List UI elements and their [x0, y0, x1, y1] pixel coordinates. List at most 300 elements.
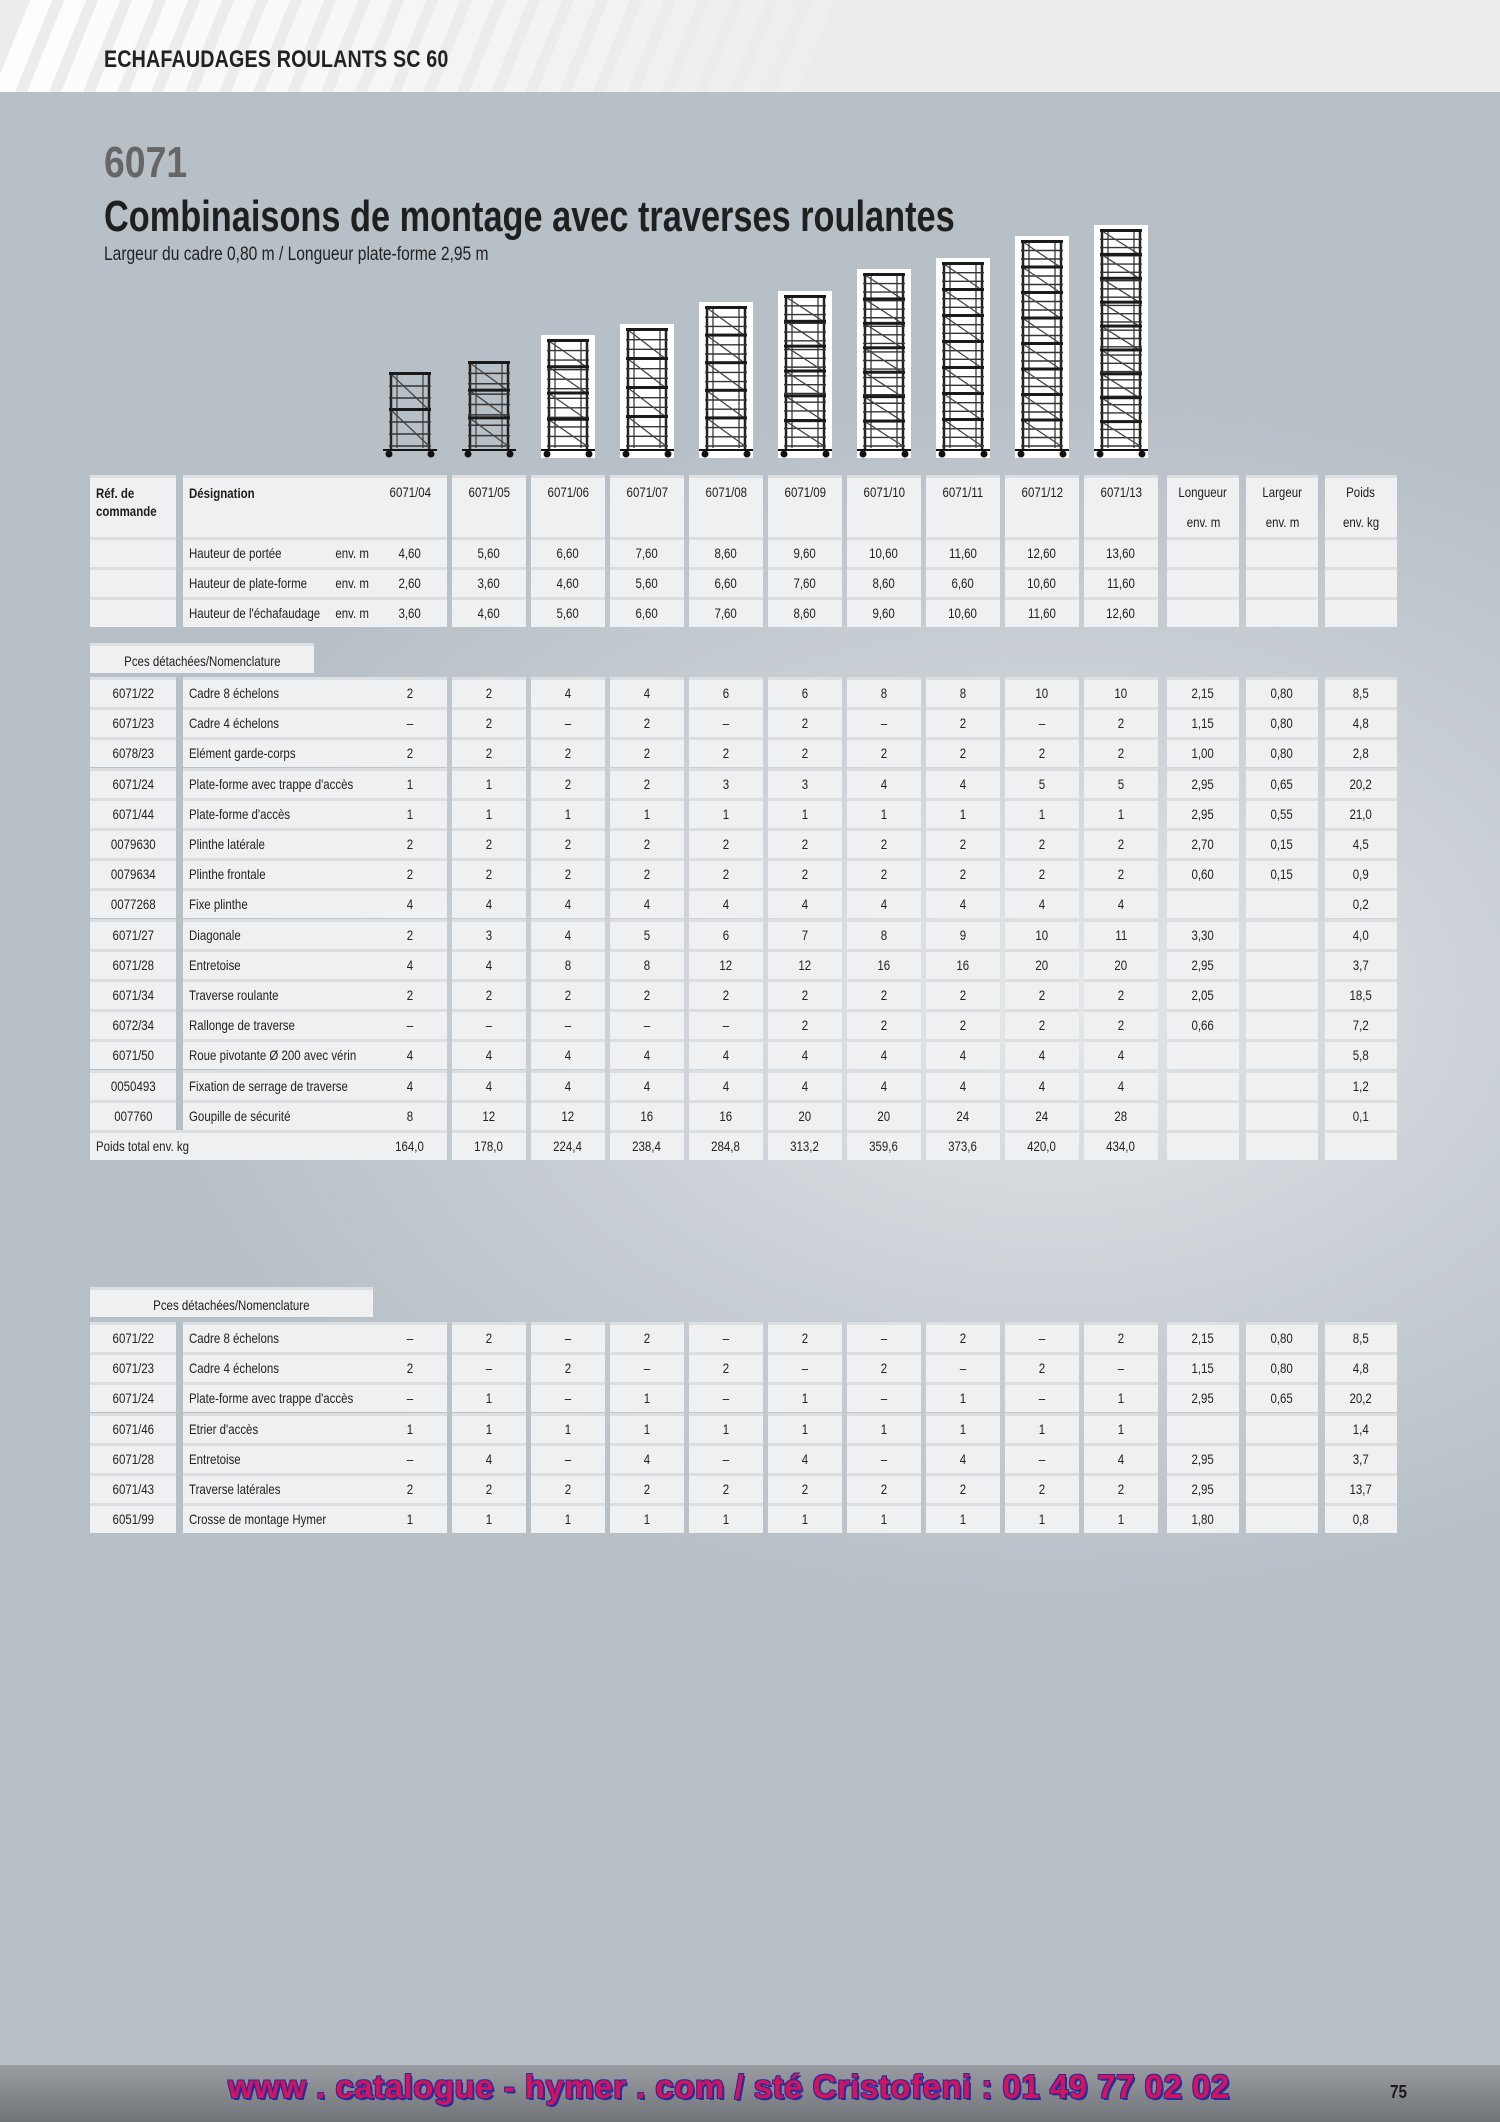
part-ref: 0079634	[90, 858, 176, 888]
height-value: 2,60	[373, 567, 447, 597]
accessory-qty: 1	[1084, 1503, 1158, 1533]
part-weight: 18,5	[1325, 979, 1397, 1009]
part-qty: 10	[1005, 919, 1079, 949]
header-label: 6071/11	[942, 484, 984, 500]
accessory-qty: –	[1005, 1382, 1079, 1412]
part-qty: 4	[452, 949, 526, 979]
total-weight-value: 313,2	[768, 1130, 842, 1160]
accessory-qty: 1	[610, 1503, 684, 1533]
height-row-unit: env. m	[335, 575, 369, 591]
part-width: 0,55	[1246, 798, 1318, 828]
height-value: 8,60	[689, 537, 763, 567]
part-width	[1246, 1009, 1318, 1039]
part-name: Plinthe frontale	[183, 858, 373, 888]
accessory-qty: –	[847, 1322, 921, 1352]
accessory-qty: 1	[768, 1382, 842, 1412]
part-qty: 2	[926, 737, 1000, 767]
part-qty: 4	[531, 1070, 605, 1100]
height-value: 4,60	[452, 597, 526, 627]
accessory-name: Plate-forme avec trappe d'accès	[183, 1382, 373, 1412]
height-value: 7,60	[689, 597, 763, 627]
height-value: 10,60	[1005, 567, 1079, 597]
part-qty: 2	[610, 858, 684, 888]
part-qty: 2	[926, 707, 1000, 737]
accessory-qty: 2	[847, 1473, 921, 1503]
part-qty: 2	[373, 677, 447, 707]
part-qty: 4	[1005, 1070, 1079, 1100]
part-width: 0,80	[1246, 707, 1318, 737]
total-weight-value: 373,6	[926, 1130, 1000, 1160]
total-weight-value: 224,4	[531, 1130, 605, 1160]
part-qty: 2	[847, 1009, 921, 1039]
scaffold-illustration-6071-08	[699, 302, 753, 458]
empty-cell	[1167, 1130, 1239, 1160]
part-qty: –	[689, 1009, 763, 1039]
height-value: 6,60	[531, 537, 605, 567]
accessory-qty: –	[689, 1382, 763, 1412]
part-qty: 12	[452, 1100, 526, 1130]
part-qty: 16	[689, 1100, 763, 1130]
part-qty: 4	[531, 919, 605, 949]
part-weight: 21,0	[1325, 798, 1397, 828]
accessory-weight: 0,8	[1325, 1503, 1397, 1533]
height-value: 4,60	[531, 567, 605, 597]
scaffold-illustration-6071-06	[541, 335, 595, 458]
height-value: 3,60	[373, 597, 447, 627]
part-qty: 2	[768, 1009, 842, 1039]
accessory-qty: –	[847, 1443, 921, 1473]
part-length: 0,66	[1167, 1009, 1239, 1039]
part-qty: 6	[689, 677, 763, 707]
part-qty: 1	[373, 798, 447, 828]
part-qty: 2	[531, 737, 605, 767]
header-label: 6071/13	[1100, 484, 1142, 500]
height-value: 8,60	[768, 597, 842, 627]
accessory-qty: 2	[689, 1352, 763, 1382]
part-width	[1246, 1039, 1318, 1069]
part-qty: 4	[373, 949, 447, 979]
part-weight: 4,5	[1325, 828, 1397, 858]
part-length	[1167, 1039, 1239, 1069]
part-qty: 2	[768, 707, 842, 737]
part-name: Rallonge de traverse	[183, 1009, 373, 1039]
part-qty: 2	[847, 737, 921, 767]
empty-cell	[1246, 1130, 1318, 1160]
part-width	[1246, 888, 1318, 918]
part-length: 1,00	[1167, 737, 1239, 767]
empty-cell	[1167, 597, 1239, 627]
part-qty: 2	[1084, 858, 1158, 888]
part-qty: 3	[452, 919, 526, 949]
part-width	[1246, 919, 1318, 949]
part-qty: 2	[1005, 737, 1079, 767]
accessory-qty: 1	[926, 1413, 1000, 1443]
accessory-qty: 2	[373, 1352, 447, 1382]
part-qty: 2	[1005, 979, 1079, 1009]
height-value: 10,60	[847, 537, 921, 567]
part-qty: –	[689, 707, 763, 737]
accessory-qty: –	[1005, 1322, 1079, 1352]
part-qty: 4	[1005, 1039, 1079, 1069]
part-weight: 0,9	[1325, 858, 1397, 888]
height-row-ref-empty	[90, 537, 176, 567]
part-ref: 6071/34	[90, 979, 176, 1009]
height-value: 13,60	[1084, 537, 1158, 567]
part-name: Traverse roulante	[183, 979, 373, 1009]
height-value: 4,60	[373, 537, 447, 567]
accessory-length: 2,95	[1167, 1443, 1239, 1473]
accessory-name: Cadre 8 échelons	[183, 1322, 373, 1352]
height-value: 10,60	[926, 597, 1000, 627]
part-qty: 2	[847, 858, 921, 888]
part-qty: 12	[768, 949, 842, 979]
accessory-qty: 1	[768, 1503, 842, 1533]
accessory-qty: –	[531, 1382, 605, 1412]
part-qty: 2	[531, 768, 605, 798]
part-qty: 20	[847, 1100, 921, 1130]
part-width	[1246, 1100, 1318, 1130]
accessory-weight: 13,7	[1325, 1473, 1397, 1503]
header-designation	[183, 475, 373, 537]
header-unit: env. kg	[1342, 514, 1380, 530]
empty-cell	[1167, 537, 1239, 567]
header-model-6071-09	[768, 475, 842, 537]
part-ref: 0079630	[90, 828, 176, 858]
header-label: 6071/09	[784, 484, 826, 500]
part-qty: 10	[1084, 677, 1158, 707]
part-qty: 20	[768, 1100, 842, 1130]
part-qty: 4	[768, 888, 842, 918]
part-qty: 2	[689, 828, 763, 858]
height-value: 11,60	[1005, 597, 1079, 627]
part-ref: 6071/24	[90, 768, 176, 798]
accessory-qty: –	[373, 1322, 447, 1352]
header-label: 6071/04	[389, 484, 431, 500]
part-qty: 2	[531, 858, 605, 888]
header-extra-2	[1325, 475, 1397, 537]
part-qty: 4	[373, 1039, 447, 1069]
accessory-qty: 2	[452, 1322, 526, 1352]
part-qty: 1	[1005, 798, 1079, 828]
part-name: Plate-forme avec trappe d'accès	[183, 768, 373, 798]
accessory-name: Crosse de montage Hymer	[183, 1503, 373, 1533]
height-value: 5,60	[610, 567, 684, 597]
part-qty: 1	[926, 798, 1000, 828]
part-width	[1246, 949, 1318, 979]
height-value: 11,60	[1084, 567, 1158, 597]
accessory-length: 2,95	[1167, 1382, 1239, 1412]
part-qty: 2	[689, 737, 763, 767]
part-ref: 6072/34	[90, 1009, 176, 1039]
part-qty: 2	[531, 828, 605, 858]
scaffold-illustration-6071-10	[857, 269, 911, 458]
part-qty: 1	[1084, 798, 1158, 828]
part-qty: 2	[1084, 979, 1158, 1009]
scaffold-illustration-6071-13	[1094, 225, 1148, 458]
part-qty: 20	[1005, 949, 1079, 979]
header-model-6071-06	[531, 475, 605, 537]
accessory-qty: 4	[926, 1443, 1000, 1473]
accessory-qty: 2	[610, 1473, 684, 1503]
accessory-qty: 2	[373, 1473, 447, 1503]
header-model-6071-05	[452, 475, 526, 537]
accessory-qty: 2	[847, 1352, 921, 1382]
height-value: 5,60	[452, 537, 526, 567]
header-label: Largeur	[1262, 484, 1302, 500]
height-row-ref-empty	[90, 597, 176, 627]
accessory-qty: 2	[768, 1322, 842, 1352]
accessory-qty: 2	[689, 1473, 763, 1503]
height-value: 9,60	[768, 537, 842, 567]
part-qty: 8	[610, 949, 684, 979]
height-value: 12,60	[1084, 597, 1158, 627]
part-qty: 2	[610, 828, 684, 858]
empty-cell	[1246, 597, 1318, 627]
part-qty: 3	[768, 768, 842, 798]
height-value: 6,60	[926, 567, 1000, 597]
part-qty: 2	[1084, 707, 1158, 737]
part-qty: 2	[768, 737, 842, 767]
accessory-weight: 1,4	[1325, 1413, 1397, 1443]
empty-cell	[1325, 597, 1397, 627]
part-qty: 2	[373, 919, 447, 949]
height-value: 5,60	[531, 597, 605, 627]
part-qty: 11	[1084, 919, 1158, 949]
part-qty: 8	[531, 949, 605, 979]
part-qty: 8	[373, 1100, 447, 1130]
accessory-qty: 1	[1084, 1382, 1158, 1412]
height-row-label: Hauteur de l'échafaudage env. m	[183, 597, 373, 627]
part-qty: 2	[847, 828, 921, 858]
part-length	[1167, 1070, 1239, 1100]
part-qty: 8	[847, 919, 921, 949]
empty-cell	[1325, 537, 1397, 567]
part-qty: 2	[926, 858, 1000, 888]
part-qty: 4	[689, 1039, 763, 1069]
height-value: 7,60	[768, 567, 842, 597]
part-qty: 2	[610, 979, 684, 1009]
accessory-ref: 6071/24	[90, 1382, 176, 1412]
part-qty: 2	[1005, 858, 1079, 888]
part-weight: 7,2	[1325, 1009, 1397, 1039]
part-qty: 4	[373, 888, 447, 918]
part-qty: 4	[926, 1039, 1000, 1069]
accessory-qty: 1	[610, 1413, 684, 1443]
part-name: Plinthe latérale	[183, 828, 373, 858]
part-qty: 4	[452, 1070, 526, 1100]
part-qty: 4	[1084, 1070, 1158, 1100]
footer-website-link[interactable]: www . catalogue - hymer . com / sté Cristofeni : 01 49 77 02 02	[228, 2068, 1230, 2105]
header-model-6071-10	[847, 475, 921, 537]
accessory-qty: –	[1084, 1352, 1158, 1382]
accessory-qty: –	[768, 1352, 842, 1382]
header-extra-1	[1246, 475, 1318, 537]
part-qty: 2	[847, 979, 921, 1009]
accessory-length: 2,15	[1167, 1322, 1239, 1352]
part-width	[1246, 979, 1318, 1009]
part-length: 2,15	[1167, 677, 1239, 707]
part-qty: 9	[926, 919, 1000, 949]
part-qty: 2	[373, 979, 447, 1009]
part-qty: 2	[452, 979, 526, 1009]
part-qty: 2	[1084, 1009, 1158, 1039]
part-qty: 2	[926, 979, 1000, 1009]
part-qty: 1	[847, 798, 921, 828]
header-label: Réf. de commande	[96, 485, 157, 519]
accessory-qty: 1	[926, 1382, 1000, 1412]
accessory-qty: 2	[768, 1473, 842, 1503]
accessory-name: Entretoise	[183, 1443, 373, 1473]
accessory-name: Etrier d'accès	[183, 1413, 373, 1443]
height-row-label: Hauteur de plate-forme env. m	[183, 567, 373, 597]
part-qty: 7	[768, 919, 842, 949]
scaffold-illustration-6071-11	[936, 258, 990, 458]
accessory-qty: 2	[531, 1473, 605, 1503]
height-value: 6,60	[610, 597, 684, 627]
height-value: 11,60	[926, 537, 1000, 567]
accessory-qty: 1	[847, 1503, 921, 1533]
empty-cell	[1246, 537, 1318, 567]
part-qty: 4	[926, 888, 1000, 918]
part-length	[1167, 888, 1239, 918]
part-ref: 6078/23	[90, 737, 176, 767]
accessory-qty: 1	[847, 1413, 921, 1443]
accessory-qty: 1	[373, 1503, 447, 1533]
part-qty: –	[531, 1009, 605, 1039]
part-qty: 2	[1005, 1009, 1079, 1039]
part-qty: 4	[610, 1070, 684, 1100]
height-value: 7,60	[610, 537, 684, 567]
header-label: 6071/06	[547, 484, 589, 500]
accessory-weight: 20,2	[1325, 1382, 1397, 1412]
section-label-accessories: Pces détachées/Nomenclature	[90, 1287, 373, 1317]
header-model-6071-07	[610, 475, 684, 537]
part-qty: 2	[689, 979, 763, 1009]
accessory-length: 2,95	[1167, 1473, 1239, 1503]
empty-cell	[1325, 1130, 1397, 1160]
header-model-6071-12	[1005, 475, 1079, 537]
part-qty: 2	[768, 828, 842, 858]
accessory-width	[1246, 1473, 1318, 1503]
part-qty: 1	[452, 768, 526, 798]
accessory-qty: –	[610, 1352, 684, 1382]
part-qty: 10	[1005, 677, 1079, 707]
part-qty: 5	[1084, 768, 1158, 798]
part-qty: 2	[531, 979, 605, 1009]
part-qty: 2	[373, 858, 447, 888]
part-qty: 4	[610, 1039, 684, 1069]
part-qty: 1	[452, 798, 526, 828]
part-weight: 5,8	[1325, 1039, 1397, 1069]
accessory-ref: 6071/28	[90, 1443, 176, 1473]
part-qty: 2	[926, 828, 1000, 858]
part-ref: 6071/27	[90, 919, 176, 949]
page-number: 75	[1390, 2082, 1408, 2102]
height-value: 8,60	[847, 567, 921, 597]
header-order-ref	[90, 475, 176, 537]
part-name: Diagonale	[183, 919, 373, 949]
accessory-weight: 8,5	[1325, 1322, 1397, 1352]
part-length: 2,70	[1167, 828, 1239, 858]
total-weight-value: 178,0	[452, 1130, 526, 1160]
part-width: 0,80	[1246, 677, 1318, 707]
header-model-6071-13	[1084, 475, 1158, 537]
accessory-qty: –	[531, 1443, 605, 1473]
part-qty: 4	[452, 888, 526, 918]
accessory-qty: 2	[1005, 1473, 1079, 1503]
header-label: 6071/10	[863, 484, 905, 500]
part-width	[1246, 1070, 1318, 1100]
part-qty: 2	[452, 677, 526, 707]
header-model-6071-11	[926, 475, 1000, 537]
accessory-qty: –	[1005, 1443, 1079, 1473]
part-name: Entretoise	[183, 949, 373, 979]
part-qty: 4	[847, 888, 921, 918]
header-label: Poids	[1346, 484, 1376, 500]
part-length	[1167, 1100, 1239, 1130]
accessory-qty: –	[689, 1443, 763, 1473]
accessory-qty: 1	[531, 1503, 605, 1533]
part-qty: 1	[373, 768, 447, 798]
accessory-qty: 1	[1005, 1503, 1079, 1533]
empty-cell	[1167, 567, 1239, 597]
accessory-qty: 1	[373, 1413, 447, 1443]
part-qty: 2	[373, 737, 447, 767]
part-qty: 6	[689, 919, 763, 949]
accessory-weight: 4,8	[1325, 1352, 1397, 1382]
accessory-length: 1,15	[1167, 1352, 1239, 1382]
part-length: 1,15	[1167, 707, 1239, 737]
total-weight-value: 434,0	[1084, 1130, 1158, 1160]
part-qty: 4	[1005, 888, 1079, 918]
part-qty: 1	[689, 798, 763, 828]
part-ref: 007760	[90, 1100, 176, 1130]
accessory-qty: 2	[1084, 1322, 1158, 1352]
height-row-ref-empty	[90, 567, 176, 597]
accessory-qty: 1	[689, 1413, 763, 1443]
height-value: 12,60	[1005, 537, 1079, 567]
scaffold-illustration-6071-12	[1015, 236, 1069, 458]
part-qty: –	[610, 1009, 684, 1039]
accessory-qty: 2	[926, 1322, 1000, 1352]
accessory-qty: –	[452, 1352, 526, 1382]
part-ref: 0077268	[90, 888, 176, 918]
part-qty: 2	[373, 828, 447, 858]
part-qty: 4	[531, 1039, 605, 1069]
part-width: 0,65	[1246, 768, 1318, 798]
part-qty: 1	[768, 798, 842, 828]
accessory-qty: 1	[1084, 1413, 1158, 1443]
part-weight: 0,1	[1325, 1100, 1397, 1130]
part-qty: 24	[1005, 1100, 1079, 1130]
part-qty: 6	[768, 677, 842, 707]
accessory-name: Cadre 4 échelons	[183, 1352, 373, 1382]
accessory-ref: 6071/43	[90, 1473, 176, 1503]
accessory-ref: 6071/22	[90, 1322, 176, 1352]
part-weight: 4,0	[1325, 919, 1397, 949]
part-qty: 8	[847, 677, 921, 707]
part-qty: 2	[452, 707, 526, 737]
accessory-ref: 6071/46	[90, 1413, 176, 1443]
accessory-qty: –	[373, 1382, 447, 1412]
part-qty: 12	[531, 1100, 605, 1130]
accessory-qty: 2	[610, 1322, 684, 1352]
empty-cell	[1246, 567, 1318, 597]
accessory-ref: 6071/23	[90, 1352, 176, 1382]
accessory-ref: 6051/99	[90, 1503, 176, 1533]
part-qty: 2	[452, 737, 526, 767]
part-qty: 4	[689, 1070, 763, 1100]
